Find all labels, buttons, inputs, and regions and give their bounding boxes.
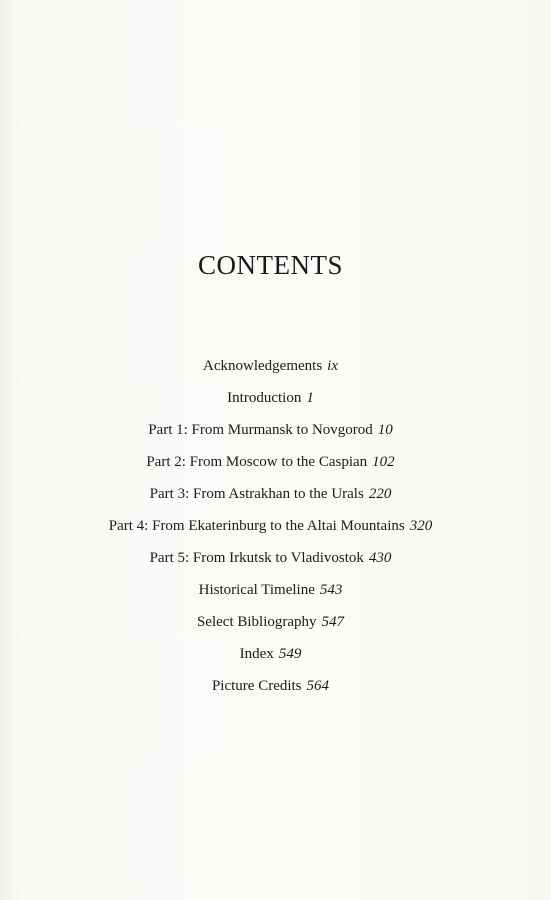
toc-entry-page: ix <box>327 358 338 374</box>
toc-entry-historical-timeline <box>0 579 541 611</box>
toc-entry-title: Part 3: From Astrakhan to the Urals <box>149 486 364 502</box>
toc-entry-title: Part 4: From Ekaterinburg to the Altai Mountains <box>108 518 405 534</box>
toc-entry-part-5 <box>0 547 541 579</box>
toc-entry-page: 10 <box>377 422 393 438</box>
toc-entry-page: 220 <box>368 486 392 502</box>
table-of-contents <box>0 355 541 707</box>
toc-entry-page: 543 <box>319 582 343 598</box>
toc-entry-title: Picture Credits <box>211 678 302 694</box>
toc-entry-title: Introduction <box>227 390 302 406</box>
page-title: CONTENTS <box>198 250 343 280</box>
toc-entry-introduction <box>0 387 541 419</box>
toc-entry-page: 320 <box>409 518 433 534</box>
toc-entry-picture-credits <box>0 675 541 707</box>
toc-entry-title: Index <box>239 646 274 662</box>
toc-entry-part-1 <box>0 419 541 451</box>
toc-entry-page: 564 <box>306 678 330 694</box>
toc-entry-title: Part 1: From Murmansk to Novgorod <box>148 422 373 438</box>
toc-entry-page: 1 <box>306 390 314 406</box>
toc-entry-page: 102 <box>372 454 395 470</box>
toc-entry-part-2 <box>0 451 541 483</box>
toc-entry-select-bibliography <box>0 611 541 643</box>
toc-entry-part-4 <box>0 515 541 547</box>
toc-entry-page: 549 <box>278 646 302 662</box>
toc-entry-title: Part 2: From Moscow to the Caspian <box>146 454 368 470</box>
toc-entry-part-3 <box>0 483 541 515</box>
toc-entry-acknowledgements <box>0 355 541 387</box>
toc-entry-page: 430 <box>368 550 392 566</box>
toc-entry-title: Select Bibliography <box>196 614 317 630</box>
toc-entry-title: Part 5: From Irkutsk to Vladivostok <box>149 550 364 566</box>
toc-entry-title: Historical Timeline <box>198 582 315 598</box>
toc-entry-index <box>0 643 541 675</box>
toc-entry-title: Acknowledgements <box>203 358 323 374</box>
toc-entry-page: 547 <box>321 614 345 630</box>
